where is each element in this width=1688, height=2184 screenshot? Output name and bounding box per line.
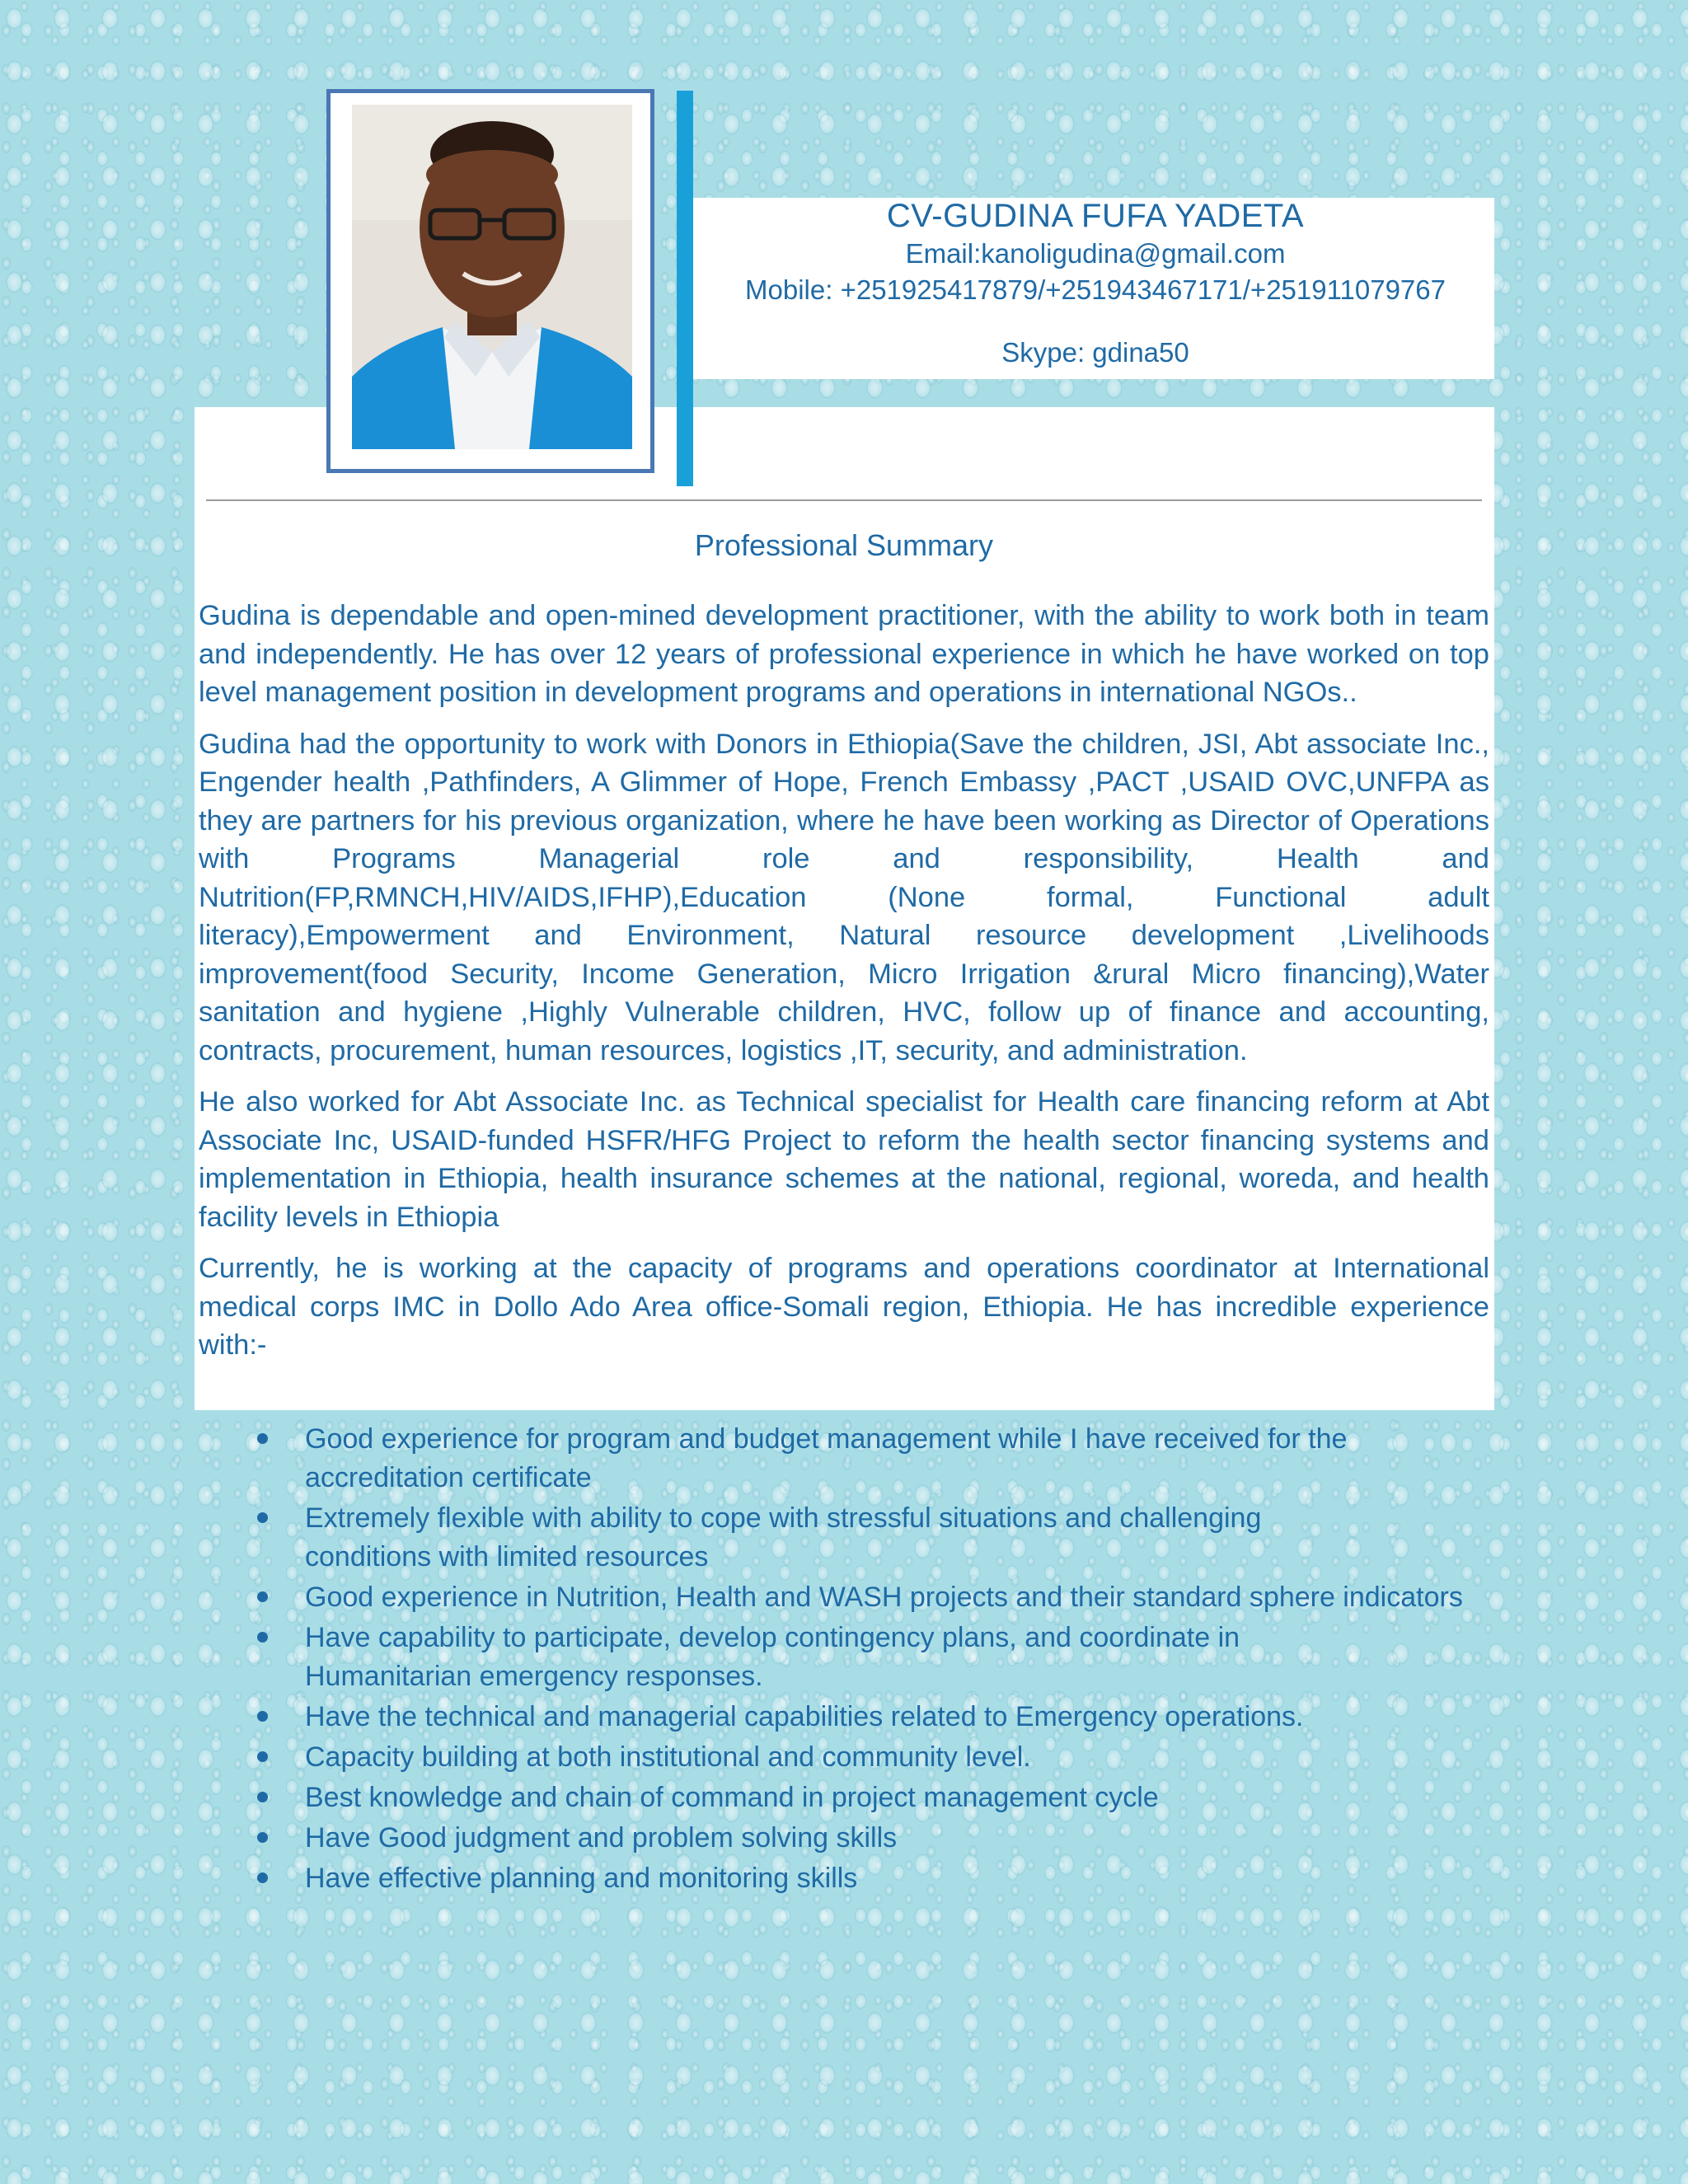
bullet-icon [257, 1433, 268, 1444]
header-accent-bar [677, 91, 693, 486]
bullet-text: Good experience in Nutrition, Health and WASH projects and their standard sphere indicators [305, 1582, 1463, 1613]
bullet-item [247, 1859, 1500, 1898]
professional-summary-heading: Professional Summary [694, 528, 994, 562]
experience-bullet-list [247, 1420, 1500, 1900]
bullet-item [247, 1578, 1500, 1617]
cv-name-title: CV-GUDINA FUFA YADETA [886, 198, 1305, 234]
bullet-item [247, 1499, 1500, 1577]
bullet-text: Have capability to participate, develop contingency plans, and coordinate in Humanitarian emergency responses. [305, 1622, 1240, 1692]
bullet-icon [257, 1512, 268, 1523]
bullet-text: Have Good judgment and problem solving skills [305, 1822, 898, 1854]
summary-paragraph: Gudina is dependable and open-mined development practitioner, with the ability to work both in team and independently. He has over 12 years of professional experience in which he have worked on top level management position in development programs and operations in international NGOs.. [199, 600, 1489, 708]
bullet-text: Good experience for program and budget management while I have received for the accreditation certificate [305, 1423, 1348, 1493]
bullet-icon [257, 1872, 268, 1883]
bullet-text: Have the technical and managerial capabilities related to Emergency operations. [305, 1701, 1304, 1732]
bullet-text: Have effective planning and monitoring skills [305, 1863, 858, 1894]
summary-paragraph: He also worked for Abt Associate Inc. as Technical specialist for Health care financing reform at Abt Associate Inc, USAID-funded HSFR/HFG Project to reform the health sector financing systems and implementation in Ethiopia, health insurance schemes at the national, regional, woreda, and health facility levels in Ethiopia [199, 1086, 1489, 1233]
bullet-item [247, 1698, 1500, 1736]
summary-paragraph: Gudina had the opportunity to work with Donors in Ethiopia(Save the children, JSI, Abt associate Inc., Engender health ,Pathfinders, A Glimmer of Hope, French Embassy ,PACT ,USAID OVC,UNFPA as they are partners for his previous organization, where he have been working as Director of Operations with Programs Managerial role and responsibility, Health and Nutrition(FP,RMNCH,HIV/AIDS,IFHP),Education (None formal, Functional adult literacy),Empowerment and Environment, Natural resource development ,Livelihoods improvement(food Security, Income Generation, Micro Irrigation &rural Micro financing),Water sanitation and hygiene ,Highly Vulnerable children, HVC, follow up of finance and accounting, contracts, procurement, human resources, logistics ,IT, security, and administration. [199, 728, 1489, 1066]
bullet-text: Best knowledge and chain of command in project management cycle [305, 1782, 1159, 1813]
bullet-icon [257, 1591, 268, 1602]
bullet-item [247, 1779, 1500, 1817]
bullet-item [247, 1819, 1500, 1858]
bullet-icon [257, 1711, 268, 1722]
header-contact-block [696, 196, 1494, 371]
bullet-item [247, 1619, 1500, 1696]
profile-photo [352, 105, 632, 449]
bullet-icon [257, 1632, 268, 1643]
mobile-text: Mobile: +251925417879/+251943467171/+251911079767 [745, 274, 1446, 305]
professional-summary-body [199, 597, 1489, 1378]
section-divider [206, 499, 1482, 501]
bullet-icon [257, 1832, 268, 1843]
email-text: Email:kanoligudina@gmail.com [905, 238, 1286, 269]
profile-photo-frame [326, 89, 654, 473]
skype-text: Skype: gdina50 [1001, 337, 1189, 368]
bullet-icon [257, 1751, 268, 1762]
bullet-text: Extremely flexible with ability to cope with stressful situations and challenging conditions with limited resources [305, 1502, 1262, 1572]
summary-paragraph: Currently, he is working at the capacity of programs and operations coordinator at International medical corps IMC in Dollo Ado Area office-Somali region, Ethiopia. He has incredible experience with:- [199, 1253, 1489, 1361]
bullet-item [247, 1738, 1500, 1777]
bullet-item [247, 1420, 1500, 1497]
bullet-text: Capacity building at both institutional and community level. [305, 1741, 1031, 1773]
bullet-icon [257, 1792, 268, 1802]
